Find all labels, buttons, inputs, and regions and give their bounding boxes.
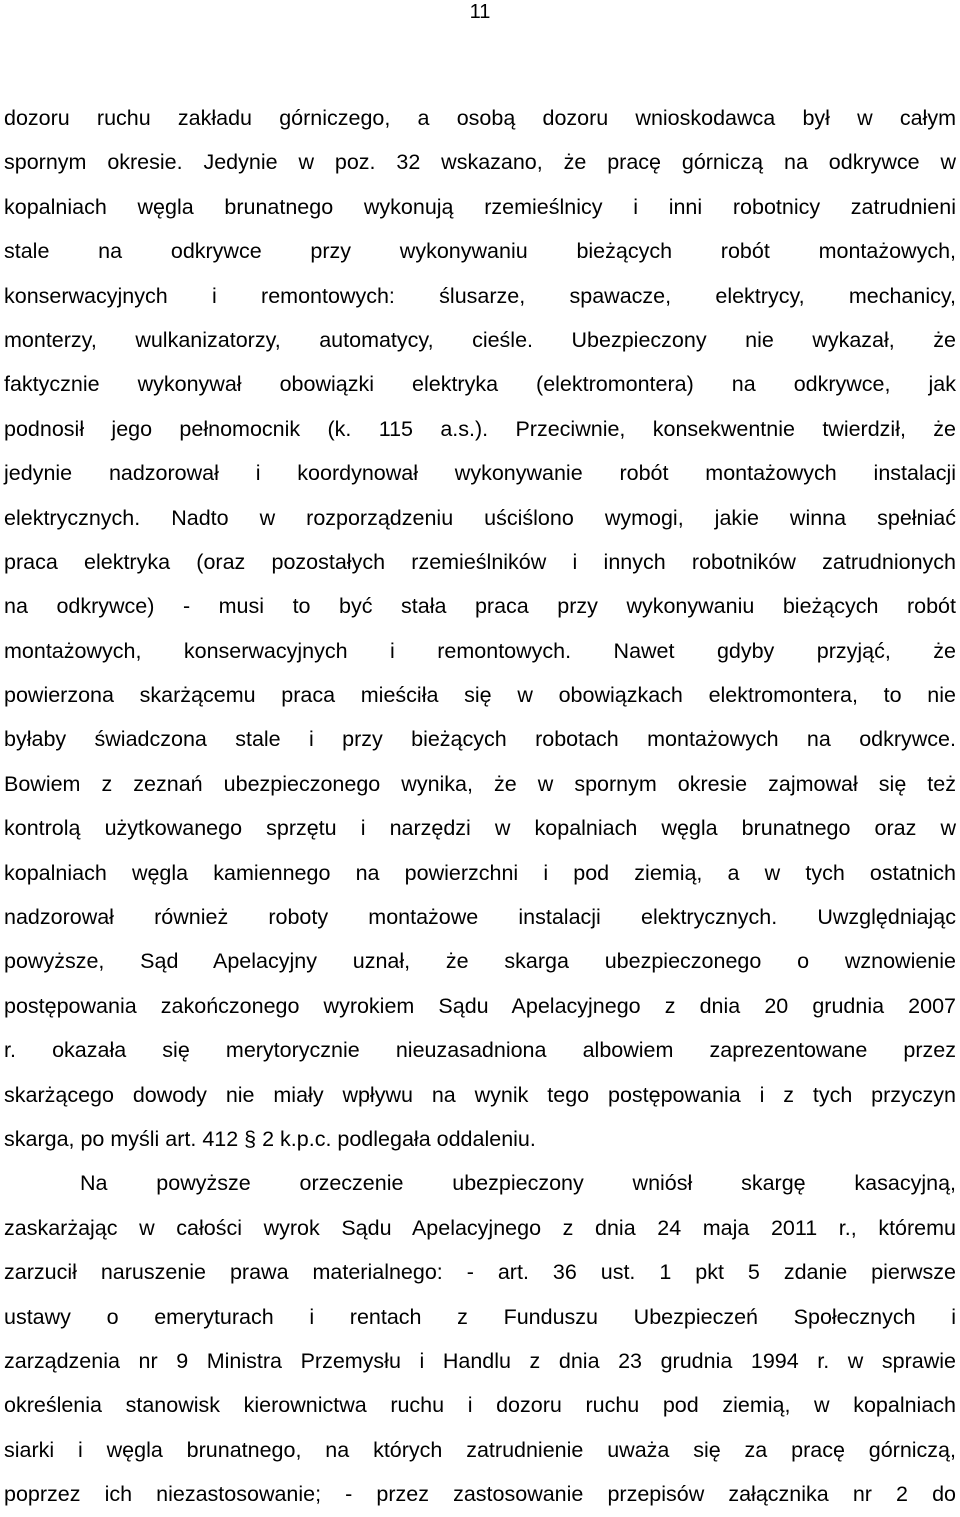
text-line: postępowania zakończonego wyrokiem Sądu Apelacyjnego z dnia 20 grudnia 2007 bbox=[4, 993, 956, 1018]
text-line: zarzucił naruszenie prawa materialnego: - art. 36 ust. 1 pkt 5 zdanie pierwsze bbox=[4, 1260, 956, 1285]
text-line: skarżącego dowody nie miały wpływu na wynik tego postępowania i z tych przyczyn bbox=[4, 1082, 956, 1107]
document-text bbox=[4, 96, 956, 1517]
text-line: byłaby świadczona stale i przy bieżących robotach montażowych na odkrywce. bbox=[4, 727, 956, 752]
text-line: kopalniach węgla kamiennego na powierzchni i pod ziemią, a w tych ostatnich bbox=[4, 860, 956, 885]
text-line: skarga, po myśli art. 412 § 2 k.p.c. podlegała oddaleniu. bbox=[4, 1126, 536, 1151]
text-line: elektrycznych. Nadto w rozporządzeniu uściślono wymogi, jakie winna spełniać bbox=[4, 505, 956, 530]
text-line: siarki i węgla brunatnego, na których zatrudnienie uważa się za pracę górniczą, bbox=[4, 1437, 956, 1462]
text-line: Bowiem z zeznań ubezpieczonego wynika, że w spornym okresie zajmował się też bbox=[4, 771, 956, 796]
text-line: spornym okresie. Jedynie w poz. 32 wskazano, że pracę górniczą na odkrywce w bbox=[4, 150, 956, 175]
text-line: jedynie nadzorował i koordynował wykonywanie robót montażowych instalacji bbox=[4, 461, 956, 486]
text-line: nadzorował również roboty montażowe instalacji elektrycznych. Uwzględniając bbox=[4, 905, 956, 930]
text-line: zarządzenia nr 9 Ministra Przemysłu i Handlu z dnia 23 grudnia 1994 r. w sprawie bbox=[4, 1348, 956, 1373]
text-line: podnosił jego pełnomocnik (k. 115 a.s.). Przeciwnie, konsekwentnie twierdził, że bbox=[4, 416, 956, 441]
text-line: montażowych, konserwacyjnych i remontowych. Nawet gdyby przyjąć, że bbox=[4, 638, 956, 663]
text-line: ustawy o emeryturach i rentach z Funduszu Ubezpieczeń Społecznych i bbox=[4, 1304, 956, 1329]
text-line: dozoru ruchu zakładu górniczego, a osobą dozoru wnioskodawca był w całym bbox=[4, 106, 956, 130]
text-line: poprzez ich niezastosowanie; - przez zastosowanie przepisów załącznika nr 2 do bbox=[4, 1482, 956, 1507]
text-line: określenia stanowisk kierownictwa ruchu i dozoru ruchu pod ziemią, w kopalniach bbox=[4, 1393, 956, 1418]
text-line: powierzona skarżącemu praca mieściła się w obowiązkach elektromontera, to nie bbox=[4, 683, 956, 708]
text-line: kontrolą użytkowanego sprzętu i narzędzi w kopalniach węgla brunatnego oraz w bbox=[4, 816, 956, 841]
text-line: faktycznie wykonywał obowiązki elektryka (elektromontera) na odkrywce, jak bbox=[4, 372, 956, 397]
text-line: r. okazała się merytorycznie nieuzasadniona albowiem zaprezentowane przez bbox=[4, 1038, 956, 1063]
text-line: monterzy, wulkanizatorzy, automatycy, cieśle. Ubezpieczony nie wykazał, że bbox=[4, 327, 956, 352]
text-line: stale na odkrywce przy wykonywaniu bieżących robót montażowych, bbox=[4, 239, 956, 264]
text-line: na odkrywce) - musi to być stała praca przy wykonywaniu bieżących robót bbox=[4, 594, 956, 619]
text-line: konserwacyjnych i remontowych: ślusarze, spawacze, elektrycy, mechanicy, bbox=[4, 283, 956, 308]
text-line: praca elektryka (oraz pozostałych rzemieślników i innych robotników zatrudnionych bbox=[4, 549, 956, 574]
text-line: powyższe, Sąd Apelacyjny uznał, że skarga ubezpieczonego o wznowienie bbox=[4, 949, 956, 974]
paragraph-first-line: Na powyższe orzeczenie ubezpieczony wniósł skargę kasacyjną, bbox=[80, 1171, 956, 1196]
text-line: zaskarżając w całości wyrok Sądu Apelacyjnego z dnia 24 maja 2011 r., któremu bbox=[4, 1215, 956, 1240]
page-number: 11 bbox=[469, 1, 491, 23]
text-line: kopalniach węgla brunatnego wykonują rzemieślnicy i inni robotnicy zatrudnieni bbox=[4, 194, 956, 219]
